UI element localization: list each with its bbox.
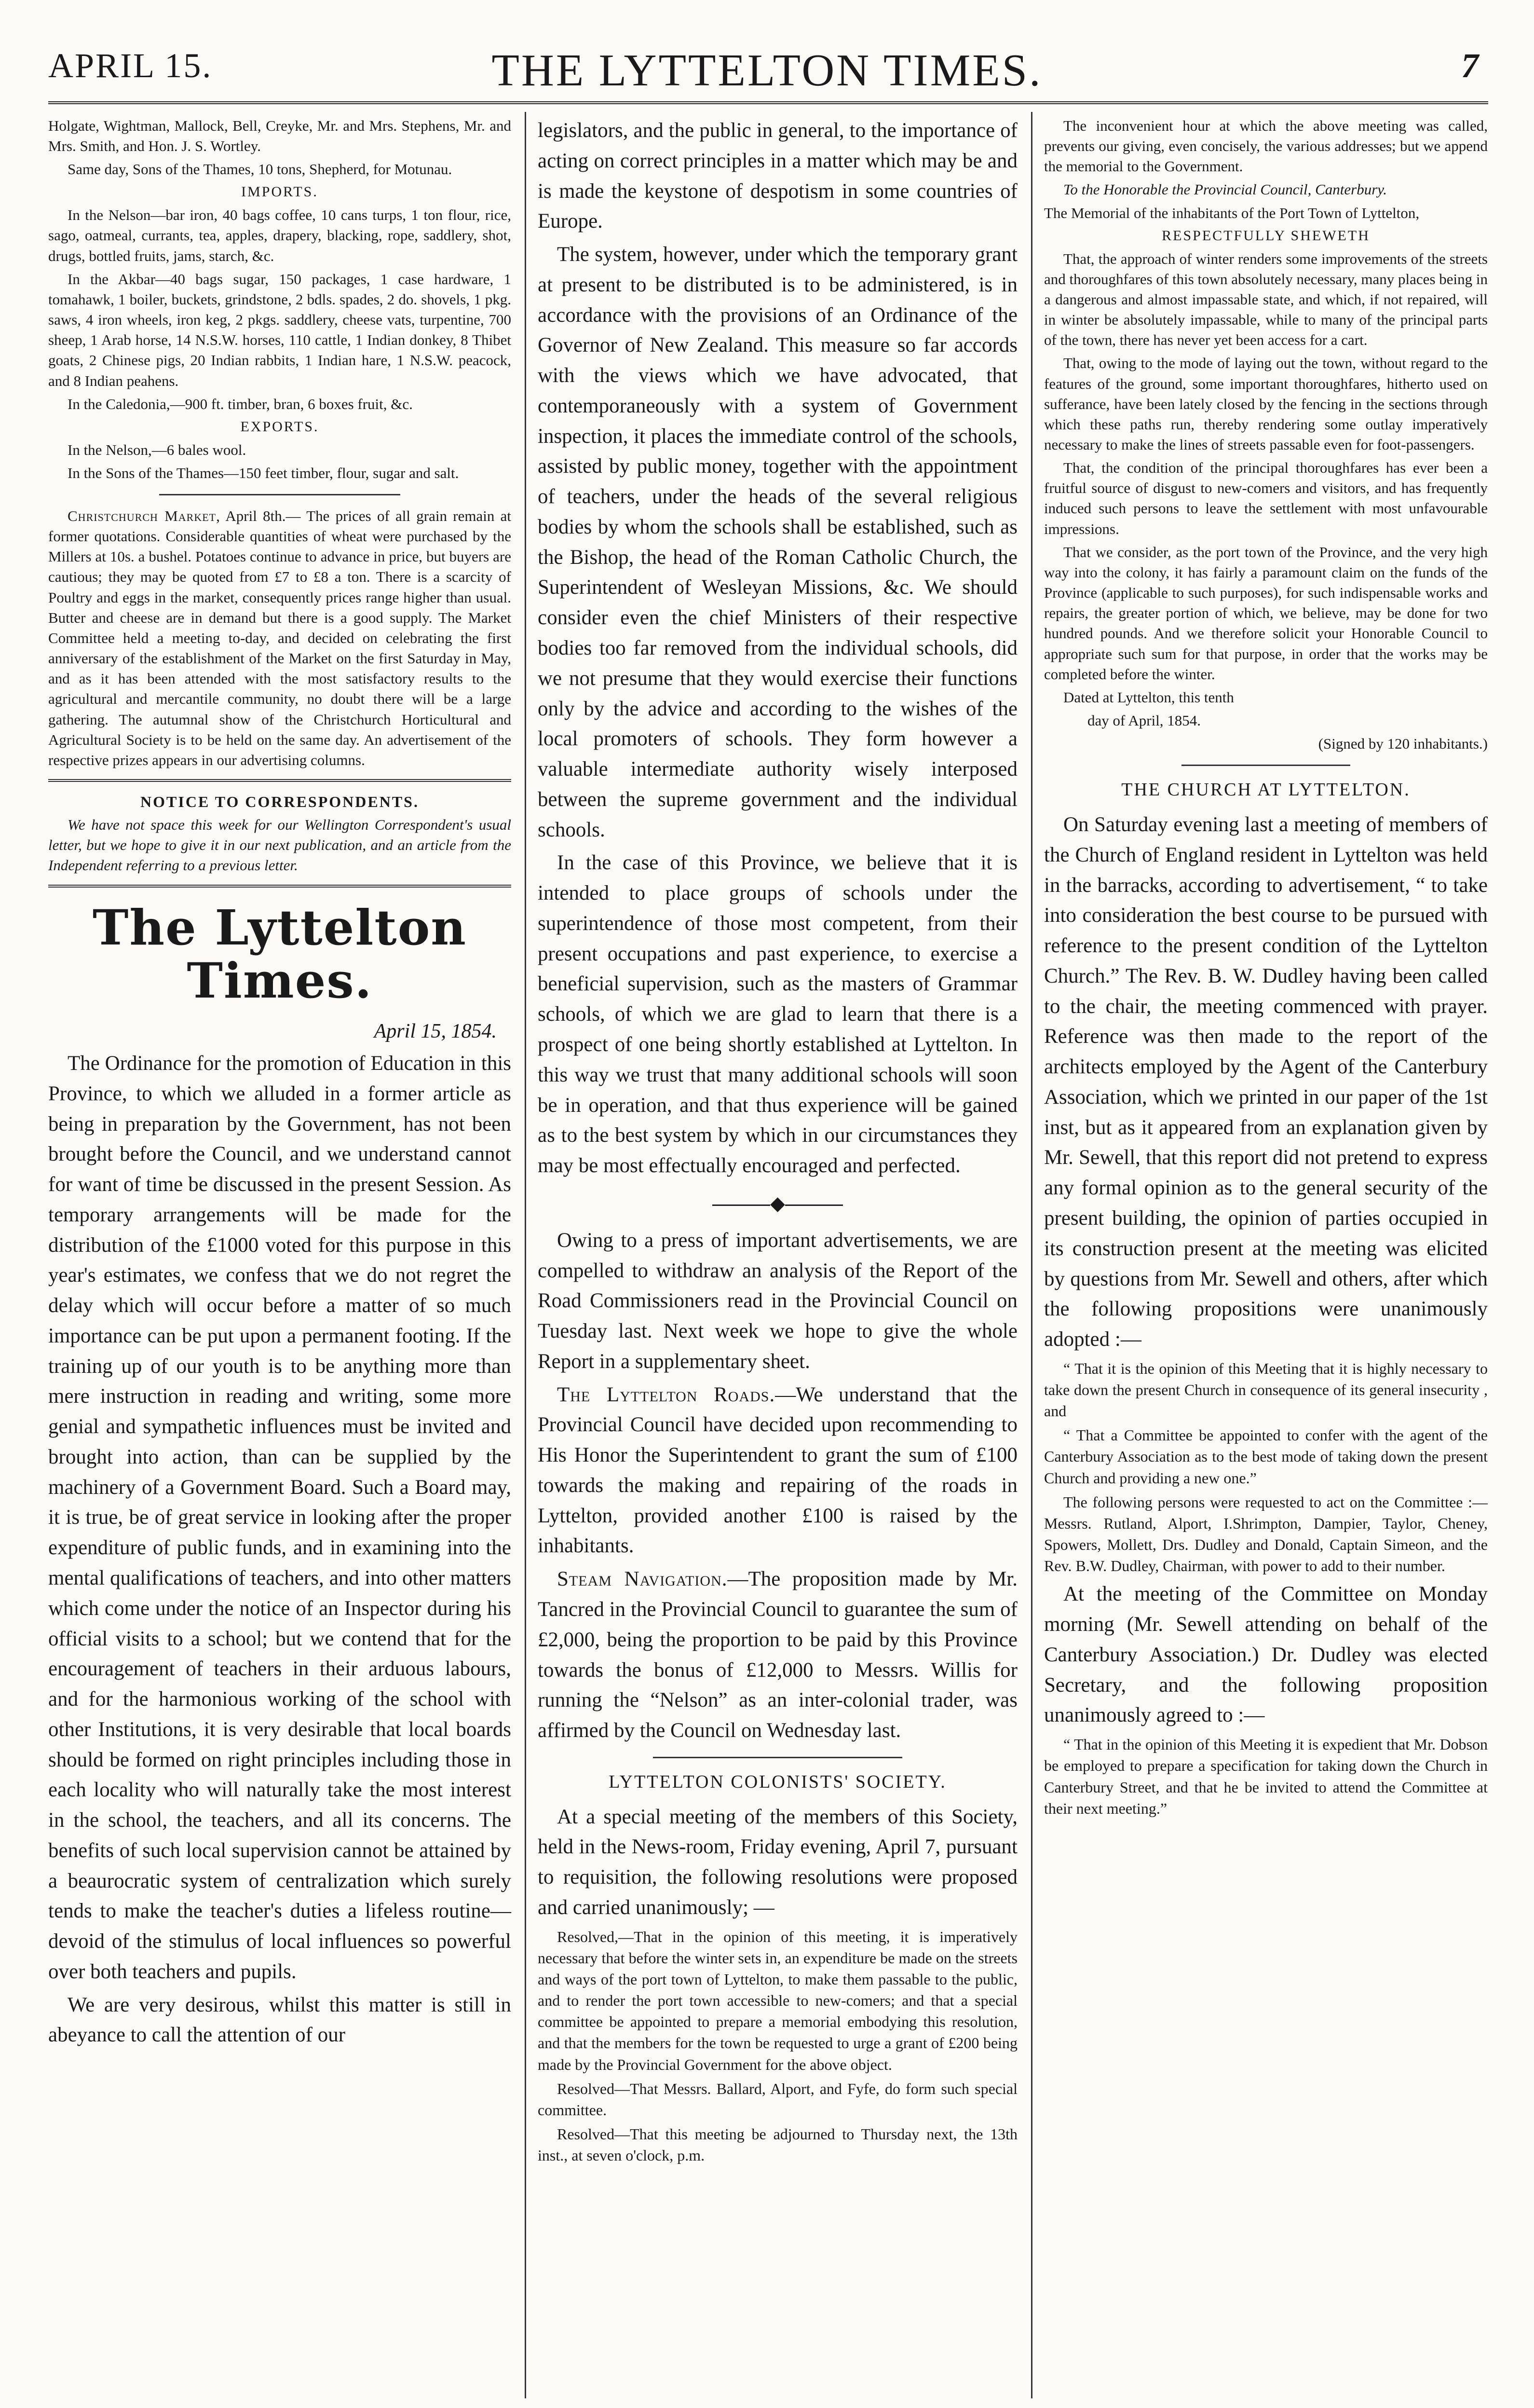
section-rule: [1181, 765, 1350, 766]
newspaper-title: THE LYTTELTON TIMES.: [491, 45, 1043, 96]
memorial-of: The Memorial of the inhabitants of the Port Town of Lyttelton,: [1044, 204, 1420, 221]
imports-heading: IMPORTS.: [241, 184, 318, 200]
masthead-rule: [48, 101, 1488, 104]
church-closing-quote: “ That in the opinion of this Meeting it is expedient that Mr. Dobson be employed to prepare a specification for taking down the Church in Canterbury Street, and that he be invited to attend the Committee at their next meeting.”: [1044, 1736, 1488, 1817]
issue-date: APRIL 15.: [48, 46, 213, 85]
memorial-paragraph: That, the condition of the principal thoroughfares has ever been a fruitful source of disgust to new-comers and visitors, and has frequently induced such persons to leave the settlement with most unfavourable impressions.: [1044, 459, 1488, 537]
leader-paragraph: The Ordinance for the promotion of Education in this Province, to which we alluded in a former article as being in preparation by the Government, has not been brought before the Council, and we understand cannot for want of time be discussed in the present Session. As temporary arrangements will be made for the distribution of the £1000 voted for this purpose in this year's estimates, we confess that we do not regret the delay which will occur before a matter of so much importance can be put upon a permanent footing. If the training up of our youth is to be anything more than mere instruction in reading and writing, some more genial and sympathetic influences must be invited and brought into action, than can be supplied by the machinery of a Government Board. Such a Board may, it is true, be of great service in looking after the proper expenditure of public funds, and in examining into the mental qualifications of teachers, and into other matters which come under the notice of an Inspector during his official visits to a school; but we contend that for the encouragement of teachers in their arduous labours, and for the harmonious working of the school with other Institutions, it is very desirable that local boards should be formed on right principles including those in each locality who will naturally take the most interest in the school, the teachers, and all its concerns. The benefits of such local supervision cannot be attained by a beaurocratic system of centralization which surely tends to make the teacher's duties a lifeless routine—devoid of the stimulus of local influences so powerful over both teachers and pupils.: [48, 1052, 511, 1983]
resolution: Resolved—That this meeting be adjourned to Thursday next, the 13th inst., at seven o'clock, p.m.: [538, 2125, 1018, 2164]
export-entry: In the Nelson,—6 bales wool.: [68, 441, 246, 458]
society-intro: At a special meeting of the members of this Society, held in the News-room, Friday evening, April 7, pursuant to requisition, the following resolutions were proposed and carried unanimously; —: [538, 1805, 1018, 1919]
memorial-sheweth: RESPECTFULLY SHEWETH: [1162, 227, 1370, 244]
roads-lead: The Lyttelton Roads.: [557, 1383, 775, 1406]
leader-article: [48, 1049, 511, 2051]
memorial-section: [1044, 116, 1488, 754]
resolution: Resolved—That Messrs. Ballard, Alport, and Fyfe, do form such special committee.: [538, 2080, 1018, 2119]
column-divider: [525, 112, 526, 2398]
market-report-text: April 8th.— The prices of all grain remain at former quotations. Considerable quantities of wheat were purchased by the Millers at 10s. a bushel. Potatoes continue to advance in price, but buyers are cautious; they may be quoted from £7 to £8 a ton. There is a scarcity of Poultry and eggs in the market, consequently prices range higher than usual. Butter and cheese are in demand but there is a good supply. The Market Committee held a meeting to-day, and decided on celebrating the first anniversary of the establishment of the Market on the first Saturday in May, and as it has been attended with the most satisfactory results to the agricultural and mercantile community, no doubt there will be a large gathering. The autumnal show of the Christchurch Horticultural and Agricultural Society is to be held on the same day. An advertisement of the respective prizes appears in our advertising columns.: [48, 507, 511, 768]
exports-heading: EXPORTS.: [240, 418, 319, 435]
roads-text: —We understand that the Provincial Council have decided upon recommending to His Honor the Superintendent to grant the sum of £100 towards the making and repairing of the roads in Lyttelton, provided another £100 is raised by the inhabitants.: [538, 1383, 1018, 1558]
steam-lead: Steam Navigation.: [557, 1568, 728, 1591]
church-proposition: “ That a Committee be appointed to confer with the agent of the Canterbury Association as to the best mode of taking down the present Church and providing a new one.”: [1044, 1426, 1488, 1487]
masthead: [0, 0, 1534, 111]
news-items: [538, 1226, 1018, 1746]
import-entry: In the Caledonia,—900 ft. timber, bran, 6 boxes fruit, &c.: [68, 395, 413, 412]
column-1: [48, 116, 511, 2053]
leader-continued: [538, 116, 1018, 1181]
section-rule: [159, 494, 400, 495]
notice-text: We have not space this week for our Wellington Correspondent's usual letter, but we hope to give it in our next publication, and an article from the Independent referring to a previous letter.: [48, 816, 511, 874]
leader-paragraph: legislators, and the public in general, to the importance of acting on correct principles in a matter which may be and is made the keystone of despotism in some countries of Europe.: [538, 119, 1018, 233]
section-rule: [653, 1757, 902, 1758]
roads-item: [538, 1380, 1018, 1562]
leader-paragraph: We are very desirous, whilst this matter is still in abeyance to call the attention of our: [48, 1993, 511, 2047]
leader-dateline: April 15, 1854.: [374, 1020, 497, 1042]
import-entry: In the Nelson—bar iron, 40 bags coffee, 10 cans turps, 1 ton flour, rice, sago, oatmeal, currants, tea, apples, drapery, blacking, rope, saddlery, shot, drugs, bottled fruits, jams, starch, &c.: [48, 206, 511, 264]
memorial-dated-day: day of April, 1854.: [1087, 712, 1201, 729]
column-2: [538, 116, 1018, 2169]
committee-list: The following persons were requested to act on the Committee :—Messrs. Rutland, Alport, I.Shrimpton, Dampier, Taylor, Cheney, Spowers, Mollett, Drs. Dudley and Donald, Captain Simeon, and the Rev. B.W. Dudley, Chairman, with power to add to their number.: [1044, 1493, 1488, 1575]
memorial-intro: The inconvenient hour at which the above meeting was called, prevents our giving, even concisely, the various addresses; but we append the memorial to the Government.: [1044, 117, 1488, 175]
market-report: [48, 506, 511, 770]
church-paragraph: On Saturday evening last a meeting of members of the Church of England resident in Lyttelton was held in the barracks, according to advertisement, “ to take into consideration the best course to be pursued with reference to the present condition of the Lyttelton Church.” The Rev. B. W. Dudley having been called to the chair, the meeting commenced with prayer. Reference was then made to the report of the architects employed by the Agent of the Canterbury Association, which we printed in our paper of the 1st inst, but as it appeared from an explanation given by Mr. Sewell, that this report did not pretend to express any formal opinion as to the general security of the present building, the opinion of parties occupied in its construction present at the meeting was elicited by questions from Mr. Sewell and others, after which the following propositions were unanimously adopted :—: [1044, 813, 1488, 1351]
memorial-dated: Dated at Lyttelton, this tenth: [1063, 688, 1234, 706]
society-heading: LYTTELTON COLONISTS' SOCIETY.: [609, 1771, 947, 1792]
ornament-divider: ◆: [538, 1194, 1018, 1213]
church-article-cont: [1044, 1579, 1488, 1731]
steam-text: —The proposition made by Mr. Tancred in the Provincial Council to guarantee the sum of £2,000, being the proportion to be paid by this Province towards the bonus of £12,000 to Messrs. Willis for running the “Nelson” as an inter-colonial trader, was affirmed by the Council on Wednesday last.: [538, 1568, 1018, 1742]
resolution: Resolved,—That in the opinion of this meeting, it is imperatively necessary that before the winter sets in, an expenditure be made on the streets and ways of the port town of Lyttelton, to make them passable to the public, and to render the port town accessible to new-comers; and that a special committee be appointed to prepare a memorial embodying this resolution, and that the members for the town be requested to urge a grant of £200 being made by the Provincial Government for the above object.: [538, 1928, 1018, 2073]
shipping-section: [48, 116, 511, 483]
church-proposition: “ That it is the opinion of this Meeting that it is highly necessary to take down the present Church in consequence of its general insecurity , and: [1044, 1359, 1488, 1420]
shipping-departure: Same day, Sons of the Thames, 10 tons, Shepherd, for Motunau.: [68, 161, 452, 178]
column-3: [1044, 116, 1488, 1822]
memorial-paragraph: That, owing to the mode of laying out the town, without regard to the features of the ground, some important thoroughfares, hitherto used on sufferance, have been lately closed by the fencing in the sections through which these paths run, thereby rendering some outlay imperatively necessary to make the lines of streets passable even for foot-passengers.: [1044, 355, 1488, 453]
import-entry: In the Akbar—40 bags sugar, 150 packages, 1 case hardware, 1 tomahawk, 1 boiler, buckets, grindstone, 2 bdls. spades, 2 do. shovels, 1 pkg. saws, 4 iron wheels, iron keg, 2 pkgs. saddlery, cheese vats, turpentine, 700 sheep, 1 Arab horse, 14 N.S.W. horses, 110 cattle, 1 Indian donkey, 8 Thibet goats, 2 Chinese pigs, 20 Indian rabbits, 1 Indian hare, 1 N.S.W. peacock, and 8 Indian peahens.: [48, 270, 511, 389]
memorial-paragraph: That, the approach of winter renders some improvements of the streets and thoroughfares of this town absolutely necessary, many places being in a dangerous and almost impassable state, and which, if not repaired, will in winter be absolutely impassable, while to many of the principal parts of the town, there has never yet been access for a cart.: [1044, 250, 1488, 349]
export-entry: In the Sons of the Thames—150 feet timber, flour, sugar and salt.: [68, 464, 459, 481]
shipping-passengers: Holgate, Wightman, Mallock, Bell, Creyke, Mr. and Mrs. Stephens, Mr. and Mrs. Smith, and Hon. J. S. Wortley.: [48, 117, 511, 155]
leader-paragraph: In the case of this Province, we believe that it is intended to place groups of schools under the superintendence of those most competent, from their present occupations and past experience, to exercise a beneficial supervision, such as the masters of Grammar schools, of which we are glad to learn that there is a prospect of one being shortly established at Lyttelton. In this way we trust that many additional schools will soon be in operation, and that thus experience will be gained as to the best system by which in our circumstances they may be most effectually encouraged and perfected.: [538, 851, 1018, 1177]
notice-heading: NOTICE TO CORRESPONDENTS.: [140, 793, 419, 810]
memorial-signed: (Signed by 120 inhabitants.): [1318, 735, 1488, 752]
steam-item: [538, 1564, 1018, 1746]
paper-title-blackletter: The Lyttelton Times.: [93, 899, 467, 1009]
column-divider: [1031, 112, 1032, 2398]
page-number: 7: [1461, 46, 1479, 85]
church-heading: THE CHURCH AT LYTTELTON.: [1121, 780, 1411, 800]
memorial-paragraph: That we consider, as the port town of the Province, and the very high way into the colony, it has fairly a paramount claim on the funds of the Province (applicable to such purposes), for such indispensable works and repairs, the greater portion of which, we believe, may be done for two hundred pounds. And we therefore solicit your Honorable Council to appropriate such sum for that purpose, in order that the works may be completed before the winter.: [1044, 543, 1488, 683]
press-note: Owing to a press of important advertisements, we are compelled to withdraw an analysis of the Report of the Road Commissioners read in the Provincial Council on Tuesday last. Next week we hope to give the whole Report in a supplementary sheet.: [538, 1229, 1018, 1373]
church-article: [1044, 810, 1488, 1355]
notice-rule-bottom: [48, 885, 511, 888]
church-paragraph: At the meeting of the Committee on Monday morning (Mr. Sewell attending on behalf of the Canterbury Association.) Dr. Dudley was elected Secretary, and the following proposition unanimously agreed to :—: [1044, 1583, 1488, 1727]
leader-paragraph: The system, however, under which the temporary grant at present to be distributed is to be administered, is in accordance with the provisions of an Ordinance of the Governor of New Zealand. This measure so far accords with the views which we have advocated, that contemporaneously with a system of Government inspection, it places the immediate control of the schools, assisted by public money, together with the appointment of teachers, under the heads of the several religious bodies by whom the schools shall be established, such as the Bishop, the head of the Roman Catholic Church, the Superintendent of Wesleyan Missions, &c. We should consider even the chief Ministers of their respective bodies too far removed from the individual schools, did we not presume that they would exercise their functions only by the advice and according to the wishes of the local promoters of schools. They form however a valuable intermediate authority wisely interposed between the supreme government and the individual schools.: [538, 243, 1018, 841]
society-intro-block: [538, 1802, 1018, 1923]
memorial-address: To the Honorable the Provincial Council, Canterbury.: [1063, 181, 1387, 198]
market-report-lead: Christchurch Market,: [68, 507, 220, 524]
notice-rule: [48, 779, 511, 782]
